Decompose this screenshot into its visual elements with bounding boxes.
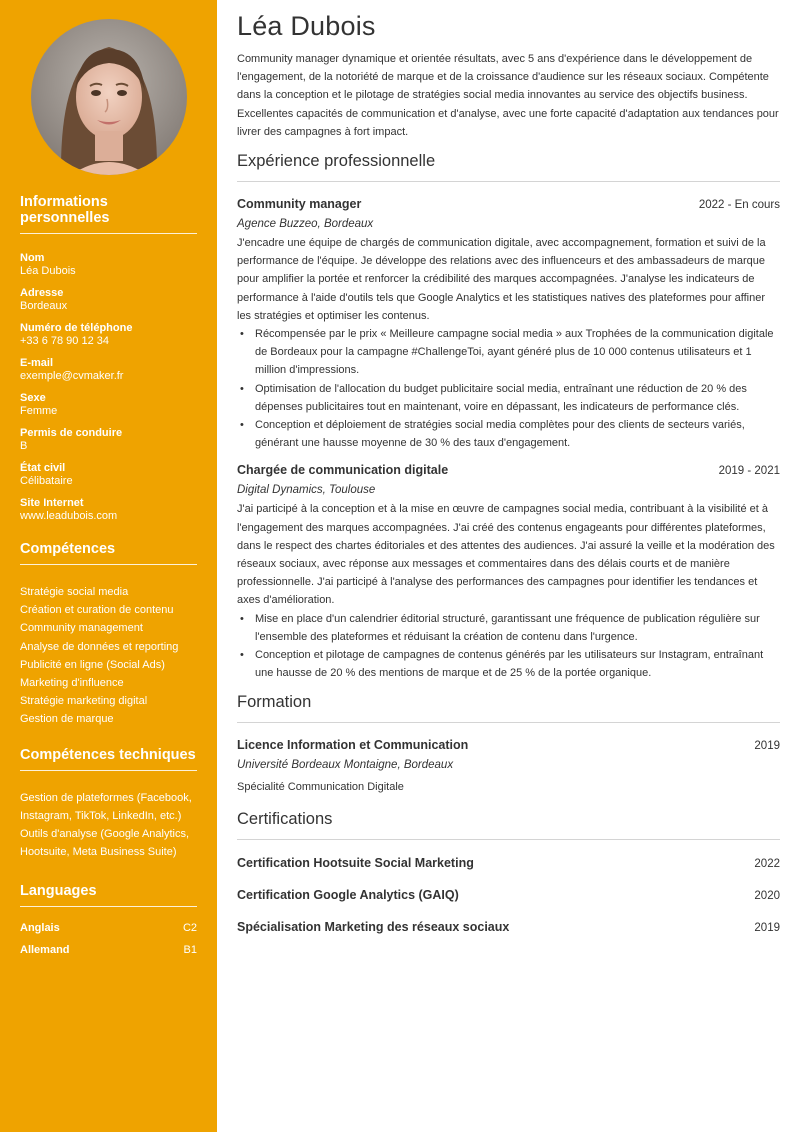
skill-item: Stratégie social media [20,586,129,598]
skill-item: Gestion de marque [20,713,114,726]
experience-heading: Expérience professionnelle [237,151,780,182]
profile-summary: Community manager dynamique et orientée résultats, avec 5 ans d'expérience dans le développement de l'engagement, de la notoriété de marque et de la croissance d'audience sur les réseaux sociaux. Compétente dans la conception et le pilotage de stratégies social media innovantes au service des objectifs business. Excellentes capacités de communication et d'analyse, avec une forte capacité d'adaptation aux tendances pour livrer des campagnes à fort impact. [237,53,779,138]
info-label: Site Internet [20,497,84,509]
tech-skill-line: Instagram, TikTok, LinkedIn, etc.) [20,809,182,822]
info-name [20,252,197,278]
job-company: Digital Dynamics, Toulouse [237,484,376,497]
info-value: +33 6 78 90 12 34 [20,335,109,347]
job-achievements [237,325,780,452]
skill-item: Community management [20,622,143,635]
language-name: Allemand [20,944,70,957]
certifications-heading: Certifications [237,809,780,840]
achievement-item: • Récompensée par le prix « Meilleure campagne social media » aux Trophées de la communication digitale de Bordeaux pour la campagne #ChallengeToi, ayant généré plus de 10 000 contenus utilisateurs et 1 million d'impressions. [237,325,780,380]
job-title: Chargée de communication digitale [237,463,449,478]
job-header [237,194,780,214]
tech-skills-heading: Compétences techniques [20,747,197,771]
job-description: J'encadre une équipe de chargés de communication digitale, avec accompagnement, formation et suivi de la performance de l'équipe. Je développe des relations avec des influenceurs et des ambassadeurs de marque pour amplifier la portée et renforcer la crédibilité des marques accompagnées. J'analyse les indicateurs de performance à l'aide d'outils tels que Google Analytics et les statistiques natives des plateformes pour affiner les stratégies et optimiser les contenus. [237,237,766,322]
education-heading: Formation [237,692,780,723]
skill-item: Marketing d'influence [20,677,124,690]
skill-item: Analyse de données et reporting [20,640,179,653]
school-name: Université Bordeaux Montaigne, Bordeaux [237,759,454,772]
achievement-item: • Mise en place d'un calendrier éditorial structuré, garantissant une fréquence de publication régulière sur l'ensemble des plateformes et réduisant la création de contenu dans l'urgence. [237,610,780,646]
language-level: B1 [183,944,197,957]
skill-item: Stratégie marketing digital [20,695,148,708]
language-level: C2 [182,922,197,935]
candidate-name: Léa Dubois [237,11,376,41]
tech-skill-line: Gestion de plateformes (Facebook, [20,791,192,804]
degree-specialty: Spécialité Communication Digitale [237,781,404,794]
info-value: Célibataire [20,475,73,487]
info-phone [20,322,197,348]
achievement-item: • Conception et pilotage de campagnes de contenus générés par les utilisateurs sur Instagram, entraînant une hausse de 20 % des mentions de marque et de 25 % de la portée organique. [237,646,780,682]
info-label: Permis de conduire [20,427,123,439]
education-entry [237,735,780,799]
info-label: État civil [20,462,66,474]
info-value: Bordeaux [20,300,68,312]
skill-item: Création et curation de contenu [20,604,174,617]
info-marital-status [20,462,197,488]
skill-item: Publicité en ligne (Social Ads) [20,658,165,671]
personal-info-heading: Informations personnelles [20,194,197,234]
info-value: www.leadubois.com [20,510,118,522]
info-label: Sexe [20,392,46,404]
language-row [20,939,197,961]
info-gender [20,392,197,418]
job-title: Community manager [237,197,362,212]
language-row [20,917,197,939]
language-name: Anglais [20,922,60,935]
job-date: 2019 - 2021 [718,465,780,478]
info-label: Adresse [20,287,64,299]
tech-skill-line: Hootsuite, Meta Business Suite) [20,846,177,859]
info-label: Numéro de téléphone [20,322,133,334]
sidebar-content [20,194,197,961]
certification-row [237,886,780,905]
info-website [20,497,197,523]
certification-year: 2020 [754,890,780,903]
achievement-item: • Optimisation de l'allocation du budget publicitaire social media, entraînant une réduction de 20 % des dépenses publicitaires tout en maintenant, voire en dépassant, les indicateurs de performance clés. [237,380,780,416]
certifications-list [237,854,780,937]
certification-row [237,854,780,873]
job-company: Agence Buzzeo, Bordeaux [237,218,374,231]
portrait-avatar-icon [31,19,187,175]
personal-info-list [20,252,197,523]
profile-photo [31,19,187,175]
info-value: Léa Dubois [20,265,76,277]
main-content [237,0,780,950]
job-entry [237,194,780,452]
certification-row [237,918,780,937]
info-label: E-mail [20,357,54,369]
certification-name: Spécialisation Marketing des réseaux sociaux [237,920,510,935]
info-email [20,357,197,383]
skills-heading: Compétences [20,541,197,565]
info-address [20,287,197,313]
education-header [237,735,780,755]
job-achievements [237,610,780,683]
skills-list [20,583,197,729]
info-value: B [20,440,28,452]
tech-skill-line: Outils d'analyse (Google Analytics, [20,828,190,841]
info-driving-license [20,427,197,453]
job-description: J'ai participé à la conception et à la mise en œuvre de campagnes social media, contribuant à la visibilité et à l'engagement des marques accompagnées. J'ai créé des contenus engageants pour différentes plateformes, dans le respect des chartes éditoriales et des attentes des audiences. J'ai assuré la veille et la modération des réseaux sociaux, avec réponse aux messages et commentaires dans des délais courts et de manière professionnelle. J'ai participé à l'analyse des performances des campagnes pour identifier les tendances et axes d'amélioration. [237,503,775,607]
tech-skills-list [20,789,197,862]
job-header [237,460,780,480]
job-entry [237,460,780,682]
certification-name: Certification Google Analytics (GAIQ) [237,888,459,903]
sidebar [0,0,217,1132]
degree-title: Licence Information et Communication [237,738,469,753]
degree-date: 2019 [754,740,780,753]
achievement-item: • Conception et déploiement de stratégies social media complètes pour des clients de secteurs variés, générant une hausse moyenne de 30 % des taux d'engagement. [237,416,780,452]
certification-name: Certification Hootsuite Social Marketing [237,856,474,871]
languages-heading: Languages [20,883,197,907]
certification-year: 2022 [754,858,780,871]
info-value: exemple@cvmaker.fr [20,370,124,382]
info-value: Femme [20,405,58,417]
languages-list [20,917,197,961]
job-date: 2022 - En cours [698,199,780,212]
certification-year: 2019 [754,922,780,935]
info-label: Nom [20,252,45,264]
